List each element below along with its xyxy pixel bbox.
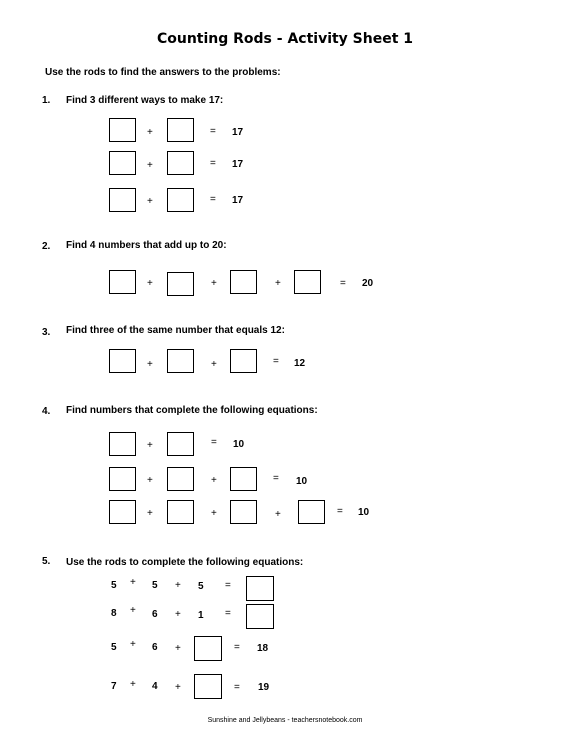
plus-sign: + — [147, 278, 153, 289]
q4-row1-box2[interactable] — [167, 432, 194, 456]
q4-row1-answer: 10 — [233, 439, 245, 450]
plus-sign: + — [175, 609, 181, 620]
eq1-term-c: 5 — [198, 581, 204, 592]
plus-sign: + — [211, 475, 217, 486]
eq3-result: 18 — [257, 643, 269, 654]
question-5-number: 5. — [42, 556, 51, 567]
eq3-term-b: 6 — [152, 642, 158, 653]
q4-row3-box2[interactable] — [167, 500, 194, 524]
equals-sign: = — [337, 506, 343, 517]
q1-row1-box1[interactable] — [109, 118, 136, 142]
question-5-text: Use the rods to complete the following equations: — [66, 557, 304, 568]
plus-sign: + — [211, 359, 217, 370]
q1-row2-box2[interactable] — [167, 151, 194, 175]
question-4-number: 4. — [42, 406, 51, 417]
plus-sign: + — [175, 580, 181, 591]
equals-sign: = — [210, 126, 216, 137]
q2-box4[interactable] — [294, 270, 321, 294]
question-1-number: 1. — [42, 95, 51, 106]
equals-sign: = — [225, 580, 231, 591]
equals-sign: = — [225, 608, 231, 619]
equals-sign: = — [273, 473, 279, 484]
eq4-result: 19 — [258, 682, 270, 693]
plus-sign: + — [211, 278, 217, 289]
q4-row3-box4[interactable] — [298, 500, 325, 524]
equals-sign: = — [273, 356, 279, 367]
plus-sign: + — [147, 508, 153, 519]
equals-sign: = — [211, 437, 217, 448]
page-title: Counting Rods - Activity Sheet 1 — [156, 31, 414, 47]
q1-row2-box1[interactable] — [109, 151, 136, 175]
question-4-text: Find numbers that complete the following equations: — [66, 405, 318, 416]
instructions: Use the rods to find the answers to the problems: — [45, 67, 281, 78]
plus-sign: + — [275, 509, 281, 520]
question-3-number: 3. — [42, 327, 51, 338]
eq2-term-b: 6 — [152, 609, 158, 620]
q4-row3-answer: 10 — [358, 507, 370, 518]
q4-row3-box3[interactable] — [230, 500, 257, 524]
eq3-answer-box[interactable] — [194, 636, 222, 661]
eq4-term-b: 4 — [152, 681, 158, 692]
plus-sign: + — [147, 160, 153, 171]
eq2-answer-box[interactable] — [246, 604, 274, 629]
q2-box3[interactable] — [230, 270, 257, 294]
q2-answer: 20 — [362, 278, 374, 289]
plus-sign: + — [147, 127, 153, 138]
q3-answer: 12 — [294, 358, 306, 369]
q3-box1[interactable] — [109, 349, 136, 373]
eq1-term-a: 5 — [111, 580, 117, 591]
eq4-term-a: 7 — [111, 681, 117, 692]
q1-row2-answer: 17 — [232, 159, 244, 170]
q4-row3-box1[interactable] — [109, 500, 136, 524]
equals-sign: = — [234, 682, 240, 693]
plus-sign: + — [211, 508, 217, 519]
q2-box1[interactable] — [109, 270, 136, 294]
equals-sign: = — [210, 194, 216, 205]
plus-sign: + — [175, 643, 181, 654]
question-3-text: Find three of the same number that equals 12: — [66, 325, 285, 336]
q1-row1-answer: 17 — [232, 127, 244, 138]
equals-sign: = — [210, 158, 216, 169]
eq4-answer-box[interactable] — [194, 674, 222, 699]
plus-sign: + — [147, 475, 153, 486]
question-2-number: 2. — [42, 241, 51, 252]
plus-sign: + — [175, 682, 181, 693]
eq1-term-b: 5 — [152, 580, 158, 591]
eq1-answer-box[interactable] — [246, 576, 274, 601]
q1-row3-box2[interactable] — [167, 188, 194, 212]
eq2-term-a: 8 — [111, 608, 117, 619]
question-1-text: Find 3 different ways to make 17: — [66, 95, 224, 106]
plus-sign: + — [275, 278, 281, 289]
eq2-term-c: 1 — [198, 610, 204, 621]
plus-sign: + — [147, 196, 153, 207]
plus-sign: + — [147, 440, 153, 451]
plus-sign: + — [147, 359, 153, 370]
q4-row2-box3[interactable] — [230, 467, 257, 491]
q1-row3-box1[interactable] — [109, 188, 136, 212]
footer-credit: Sunshine and Jellybeans - teachersnotebook.com — [207, 717, 363, 724]
q4-row2-box2[interactable] — [167, 467, 194, 491]
equals-sign: = — [234, 642, 240, 653]
plus-sign: + — [130, 605, 136, 616]
q1-row1-box2[interactable] — [167, 118, 194, 142]
q1-row3-answer: 17 — [232, 195, 244, 206]
q3-box2[interactable] — [167, 349, 194, 373]
q4-row2-answer: 10 — [296, 476, 308, 487]
q4-row2-box1[interactable] — [109, 467, 136, 491]
plus-sign: + — [130, 679, 136, 690]
q2-box2[interactable] — [167, 272, 194, 296]
plus-sign: + — [130, 639, 136, 650]
eq3-term-a: 5 — [111, 642, 117, 653]
q4-row1-box1[interactable] — [109, 432, 136, 456]
q3-box3[interactable] — [230, 349, 257, 373]
equals-sign: = — [340, 278, 346, 289]
question-2-text: Find 4 numbers that add up to 20: — [66, 240, 227, 251]
plus-sign: + — [130, 577, 136, 588]
